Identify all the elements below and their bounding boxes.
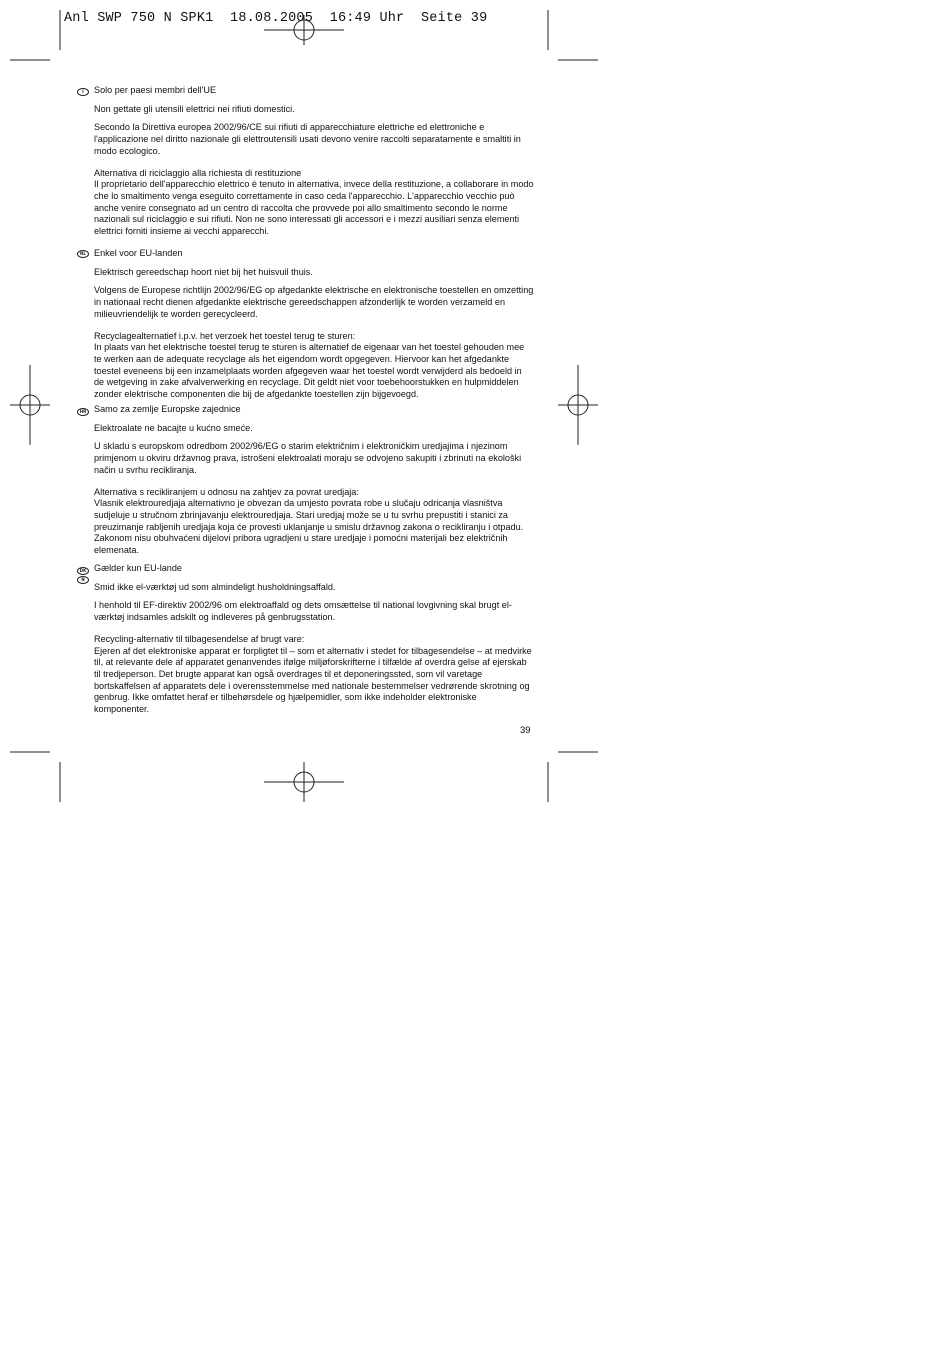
section-heading: Samo za zemlje Europske zajednice [94,404,241,414]
section-heading: Solo per paesi membri dell'UE [94,85,217,95]
section-paragraph: I henhold til EF-direktiv 2002/96 om elektroaffald og dets omsættelse til national lovgivning skal brugt el-værktøj indsamles adskilt og indleveres på genbrugsstation. [94,600,512,623]
section-subheading: Alternativa s recikliranjem u odnosu na zahtjev za povrat uredjaja: [94,486,359,497]
disposal-section-dk [94,563,534,723]
country-flag-icon: DK [77,567,89,575]
country-flag-icon: N [77,576,89,584]
section-subtext: In plaats van het elektrische toestel terug te sturen is alternatief de eigenaar van het toestel gehouden mee te werken aan de adequate recyclage als het eigendom wordt opgegeven. Hiervoor kan het afgedankte toestel eveneens bij een inzamelplaats worden afgegeven waar het toestel wordt verwijderd als bedoeld in de wetgeving in zake afvalverwerking en recyclage. Dit geldt niet voor toebehoorstukken en hulpmiddelen zonder elektrische componenten die bij de afgedankte toestellen zijn bijgevoegd. [94,342,525,400]
country-flag-icon: I [77,88,89,96]
section-subtext: Vlasnik elektrouredjaja alternativno je obvezan da umjesto povrata robe u slučaju odricanja vlasništva sudjeluje u stručnom zbrinjavanju elektrouredjaja. Stari uredjaj može se u tu svrhu prepustiti i stanici za preuzimanje rabljenih uredjaja koja će provesti uklanjanje u smislu državnog zakona o recikliranju i otpadu. Zakonom nisu obuhvaćeni dijelovi pribora ugradjeni u stare uredjaje i pomoćni materijali bez električnih elemenata. [94,498,524,556]
section-heading: Enkel voor EU-landen [94,248,183,258]
section-paragraph: Secondo la Direttiva europea 2002/96/CE sui rifiuti di apparecchiature elettriche ed elettroniche e l'applicazione nel diritto nazionale gli elettroutensili usati devono venire raccolti separatamente e smaltiti in modo ecologico. [94,122,521,156]
section-paragraph: Non gettate gli utensili elettrici nei rifiuti domestici. [94,103,295,114]
country-flag-icon: HR [77,408,89,416]
section-subtext: Ejeren af det elektroniske apparat er forpligtet til – som et alternativ i stedet for tilbagesendelse – at medvirke til, at relevante dele af apparatet genanvendes ifølge miljøforskrifterne i tilfælde af overdra gelse af ejerskab til tredjeperson. Det brugte apparat kan også overdrages til et deponeringssted, som vil varetage bortskaffelsen af apparatets dele i overensstemmelse med nationale bestemmelser vedrørende skrotning og genbrug. Ikke omfattet heraf er tilbehørsdele og hjælpemidler, som ikke indeholder elektroniske komponenter. [94,645,532,715]
section-subtext: Il proprietario dell'apparecchio elettrico è tenuto in alternativa, invece della restituzione, a collaborare in modo che lo smaltimento venga eseguito correttamente in caso ceda l'apparecchio. L'apparecchio vecchio può anche venire consegnato ad un centro di raccolta che provvede poi allo smaltimento secondo le norme nazionali sul riciclaggio e sui rifiuti. Non ne sono interessati gli accessori e i mezzi ausiliari senza elementi elettrici forniti insieme ai vecchi apparecchi. [94,179,534,237]
section-paragraph: Volgens de Europese richtlijn 2002/96/EG op afgedankte elektrische en elektronische toestellen en omzetting in nationaal recht dienen afgedankte elektrische gereedschappen afzonderlijk te worden verzameld en milieuvriendelijk te worden gerecycleerd. [94,285,534,319]
disposal-section-nl [94,248,534,408]
section-subheading: Recyclagealternatief i.p.v. het verzoek het toestel terug te sturen: [94,330,356,341]
disposal-section-it [94,85,534,245]
section-paragraph: U skladu s europskom odredbom 2002/96/EG o starim električnim i elektroničkim uredjajima i njezinom primjenom u okviru državnog prava, istrošeni elektroalati moraju se odvojeno sakupiti i zbrinuti na ekološki način u svrhu recikliranja. [94,441,522,475]
disposal-section-hr [94,404,534,564]
section-heading: Gælder kun EU-lande [94,563,182,573]
section-subheading: Recycling-alternativ til tilbagesendelse af brugt vare: [94,633,305,644]
page-number: 39 [520,725,531,736]
section-paragraph: Elektrisch gereedschap hoort niet bij het huisvuil thuis. [94,266,313,277]
country-flag-icon: NL [77,250,89,258]
page-header: Anl SWP 750 N SPK1 18.08.2005 16:49 Uhr Seite 39 [64,11,488,26]
section-paragraph: Smid ikke el-værktøj ud som almindeligt husholdningsaffald. [94,581,336,592]
section-subheading: Alternativa di riciclaggio alla richiesta di restituzione [94,167,302,178]
section-paragraph: Elektroalate ne bacajte u kućno smeće. [94,422,253,433]
